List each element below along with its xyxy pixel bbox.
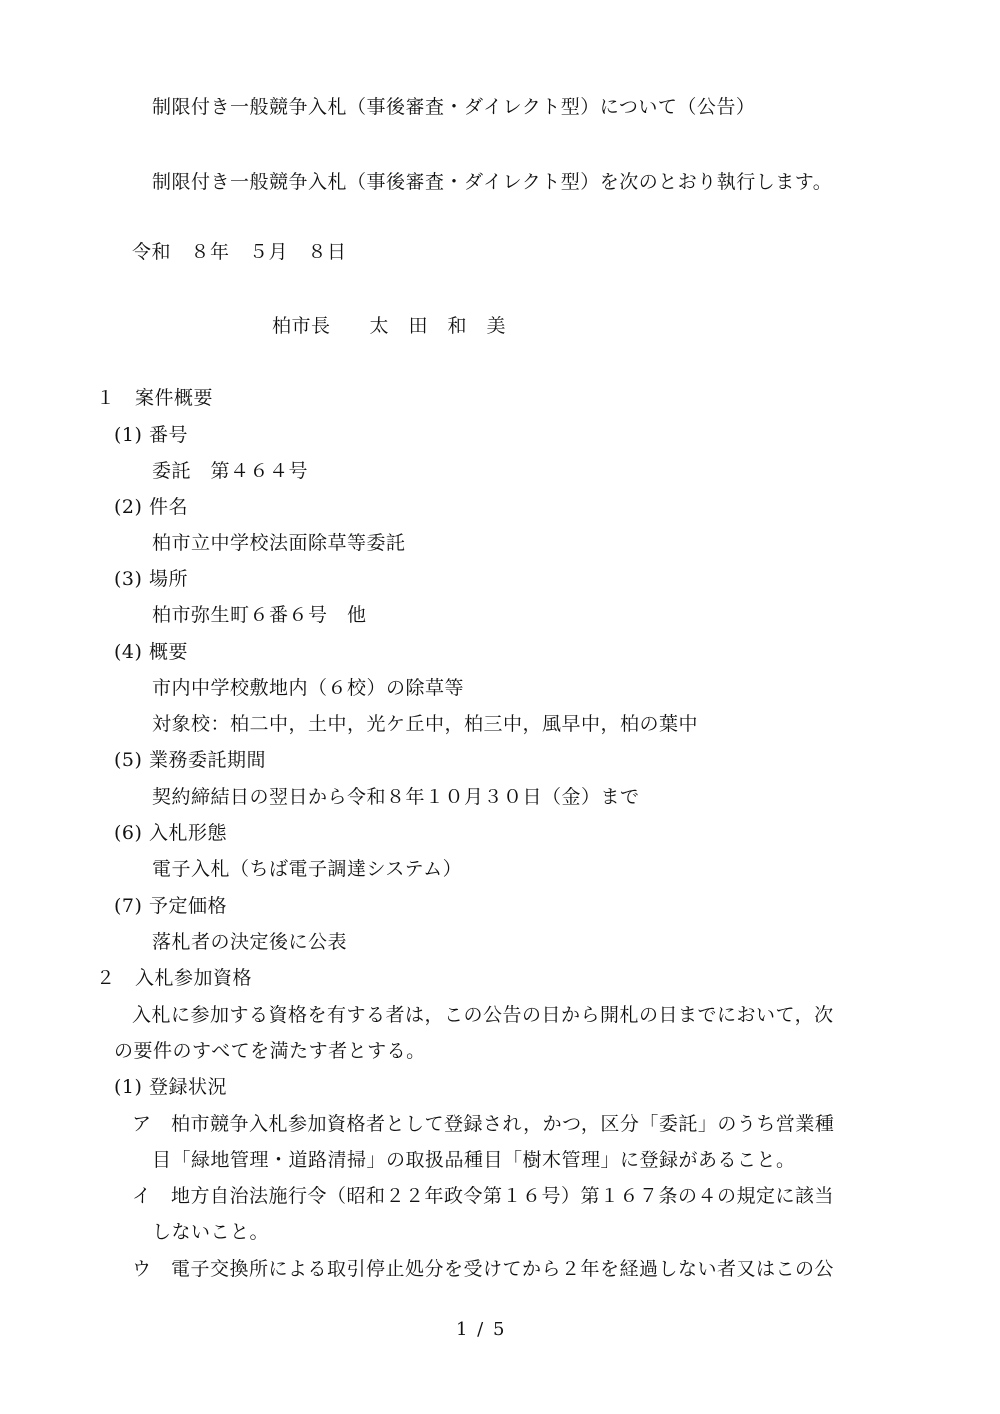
item-value-summary: 市内中学校敷地内（６校）の除草等	[152, 677, 465, 699]
item-label-planned-price: (7) 予定価格	[114, 895, 227, 917]
item-label-name: (2) 件名	[114, 496, 188, 518]
item-label-period: (5) 業務委託期間	[114, 749, 266, 771]
requirement-i-line-2: しないこと。	[152, 1221, 270, 1243]
requirement-a-line-2: 目「緑地管理・道路清掃」の取扱品種目「樹木管理」に登録があること。	[152, 1149, 796, 1171]
intro-text: 制限付き一般競争入札（事後審査・ダイレクト型）を次のとおり執行します。	[152, 171, 833, 193]
qualification-paragraph-line-2: の要件のすべてを満たす者とする。	[114, 1040, 426, 1062]
item-value-location: 柏市弥生町６番６号 他	[152, 604, 367, 626]
document-title: 制限付き一般競争入札（事後審査・ダイレクト型）について（公告）	[152, 96, 756, 118]
item-label-bid-format: (6) 入札形態	[114, 822, 227, 844]
item-value-bid-format: 電子入札（ちば電子調達システム）	[152, 858, 463, 880]
requirement-i-line-1: イ 地方自治法施行令（昭和２２年政令第１６号）第１６７条の４の規定に該当	[132, 1185, 835, 1207]
issuer-name: 柏市長 太 田 和 美	[272, 315, 507, 337]
item-label-number: (1) 番号	[114, 424, 188, 446]
item-value-target-schools: 対象校：柏二中，土中，光ケ丘中，柏三中，風早中，柏の葉中	[152, 713, 699, 735]
item-value-period: 契約締結日の翌日から令和８年１０月３０日（金）まで	[152, 786, 640, 808]
item-value-number: 委託 第４６４号	[152, 460, 309, 482]
section-heading-1: １ 案件概要	[96, 387, 214, 409]
requirement-u-line-1: ウ 電子交換所による取引停止処分を受けてから２年を経過しない者又はこの公	[132, 1258, 835, 1280]
requirement-a-line-1: ア 柏市競争入札参加資格者として登録され，かつ，区分「委託」のうち営業種	[132, 1113, 835, 1135]
page-number: 1 / 5	[456, 1319, 507, 1340]
section-heading-2: ２ 入札参加資格	[96, 967, 253, 989]
sub-label-registration: (1) 登録状況	[114, 1076, 227, 1098]
qualification-paragraph-line-1: 入札に参加する資格を有する者は，この公告の日から開札の日までにおいて，次	[132, 1004, 834, 1026]
notice-date: 令和 ８年 ５月 ８日	[132, 241, 347, 263]
item-value-planned-price: 落札者の決定後に公表	[152, 931, 348, 953]
item-value-name: 柏市立中学校法面除草等委託	[152, 532, 406, 554]
item-label-summary: (4) 概要	[114, 641, 188, 663]
item-label-location: (3) 場所	[114, 568, 188, 590]
